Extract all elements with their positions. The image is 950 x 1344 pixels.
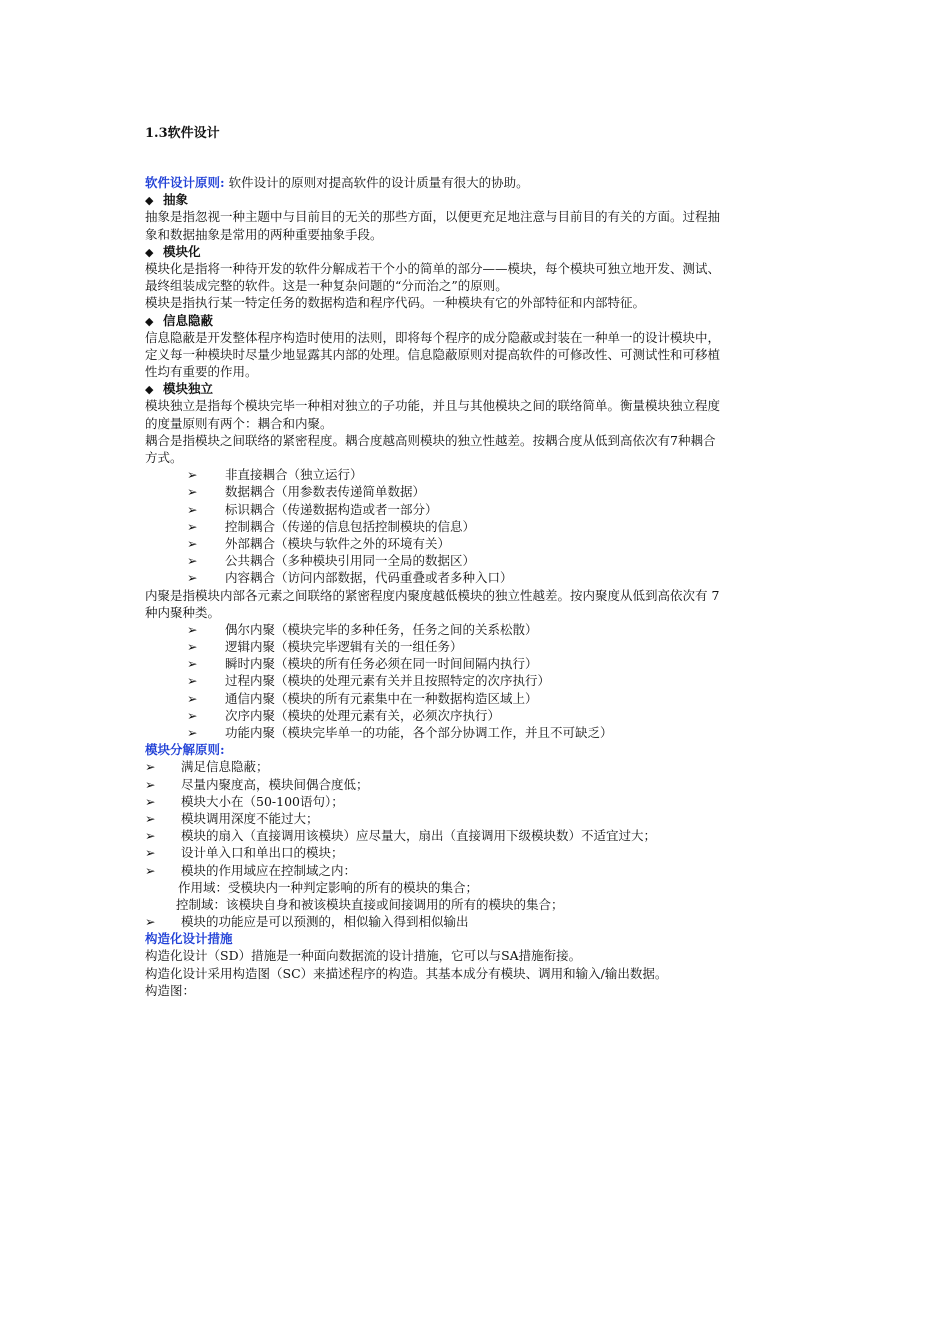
coupling-item: ➢ 内容耦合（访问内部数据，代码重叠或者多种入口） bbox=[187, 570, 513, 586]
arrow-bullet-icon: ➢ bbox=[187, 553, 198, 569]
diamond-icon: ◆ bbox=[145, 314, 154, 328]
independence-heading: ◆ 模块独立 bbox=[145, 380, 813, 397]
arrow-bullet-icon: ➢ bbox=[187, 707, 198, 723]
arrow-bullet-icon: ➢ bbox=[187, 639, 198, 655]
arrow-bullet-icon: ➢ bbox=[187, 467, 198, 483]
diamond-icon: ◆ bbox=[145, 383, 154, 397]
abstraction-heading: ◆ 抽象 bbox=[145, 191, 813, 208]
coupling-item: ➢ 外部耦合（模块与软件之外的环境有关） bbox=[187, 535, 451, 551]
coupling-item: ➢ 非直接耦合（独立运行） bbox=[187, 467, 363, 483]
decomposition-item: ➢ 满足信息隐蔽； bbox=[145, 759, 269, 775]
arrow-bullet-icon: ➢ bbox=[187, 673, 198, 689]
coupling-item: ➢ 数据耦合（用参数表传递简单数据） bbox=[187, 484, 426, 500]
arrow-bullet-icon: ➢ bbox=[145, 810, 156, 826]
diamond-icon: ◆ bbox=[145, 245, 154, 259]
paragraph-line: 构造化设计采用构造图（SC）来描述程序的构造。其基本成分有模块、调用和输入/输出数据。 bbox=[145, 965, 668, 981]
arrow-bullet-icon: ➢ bbox=[145, 759, 156, 775]
paragraph-line: 模块化是指将一种待开发的软件分解成若干个小的简单的部分——模块，每个模块可独立地开发、测试、 bbox=[145, 260, 721, 276]
arrow-bullet-icon: ➢ bbox=[187, 690, 198, 706]
paragraph-line: 的度量原则有两个：耦合和内聚。 bbox=[145, 415, 333, 431]
arrow-bullet-icon: ➢ bbox=[145, 914, 156, 930]
cohesion-item: ➢ 过程内聚（模块的处理元素有关并且按照特定的次序执行） bbox=[187, 673, 551, 689]
paragraph-line: 象和数据抽象是常用的两种重要抽象手段。 bbox=[145, 226, 383, 242]
arrow-bullet-icon: ➢ bbox=[187, 656, 198, 672]
principles-text: 软件设计的原则对提高软件的设计质量有很大的协助。 bbox=[228, 175, 529, 190]
arrow-bullet-icon: ➢ bbox=[145, 793, 156, 809]
decomposition-heading: 模块分解原则: bbox=[145, 742, 225, 758]
cohesion-item: ➢ 瞬时内聚（模块的所有任务必须在同一时间间隔内执行） bbox=[187, 656, 538, 672]
principles-line bbox=[145, 174, 813, 191]
arrow-bullet-icon: ➢ bbox=[145, 862, 156, 878]
paragraph-line: 抽象是指忽视一种主题中与目前目的无关的那些方面，以便更充足地注意与目前目的有关的方面。过程抽 bbox=[145, 209, 721, 225]
paragraph-line: 模块独立是指每个模块完毕一种相对独立的子功能，并且与其他模块之间的联络简单。衡量模块独立程度 bbox=[145, 398, 721, 414]
decomposition-item: ➢ 模块的功能应是可以预测的，相似输入得到相似输出 bbox=[145, 914, 469, 930]
principles-label: 软件设计原则: bbox=[145, 175, 225, 190]
arrow-bullet-icon: ➢ bbox=[187, 570, 198, 586]
paragraph-line: 方式。 bbox=[145, 450, 183, 465]
cohesion-item: ➢ 偶尔内聚（模块完毕的多种任务，任务之间的关系松散） bbox=[187, 621, 538, 637]
arrow-bullet-icon: ➢ bbox=[187, 501, 198, 517]
modularity-heading: ◆ 模块化 bbox=[145, 243, 813, 260]
paragraph-line: 内聚是指模块内部各元素之间联络的紧密程度内聚度越低模块的独立性越差。按内聚度从低到高依次有 7 bbox=[145, 587, 720, 603]
decomposition-item: ➢ 模块的扇入（直接调用该模块）应尽量大，扇出（直接调用下级模块数）不适宜过大； bbox=[145, 828, 657, 844]
decomposition-item: ➢ 设计单入口和单出口的模块； bbox=[145, 845, 344, 861]
decomposition-item: ➢ 模块的作用域应在控制域之内： bbox=[145, 862, 357, 878]
paragraph-line: 种内聚种类。 bbox=[145, 604, 221, 620]
scope-definition: 作用域：受模块内一种判定影响的所有的模块的集合； bbox=[178, 879, 479, 895]
decomposition-item: ➢ 模块大小在（50-100语句）； bbox=[145, 793, 344, 809]
cohesion-item: ➢ 功能内聚（模块完毕单一的功能，各个部分协调工作，并且不可缺乏） bbox=[187, 725, 613, 740]
cohesion-item: ➢ 次序内聚（模块的处理元素有关，必须次序执行） bbox=[187, 707, 501, 723]
control-definition: 控制域：该模块自身和被该模块直接或间接调用的所有的模块的集合； bbox=[176, 896, 564, 912]
document-body bbox=[145, 174, 813, 999]
paragraph-line: 最终组装成完整的软件。这是一种复杂问题的“分而治之”的原则。 bbox=[145, 278, 508, 294]
cohesion-item: ➢ 逻辑内聚（模块完毕逻辑有关的一组任务） bbox=[187, 639, 463, 655]
diamond-icon: ◆ bbox=[145, 194, 154, 208]
arrow-bullet-icon: ➢ bbox=[145, 776, 156, 792]
arrow-bullet-icon: ➢ bbox=[187, 518, 198, 534]
section-title: 1.3软件设计 bbox=[145, 126, 220, 141]
arrow-bullet-icon: ➢ bbox=[187, 484, 198, 500]
structured-heading: 构造化设计措施 bbox=[145, 931, 233, 947]
decomposition-item: ➢ 模块调用深度不能过大； bbox=[145, 810, 319, 826]
arrow-bullet-icon: ➢ bbox=[187, 535, 198, 551]
coupling-item: ➢ 公共耦合（多种模块引用同一全局的数据区） bbox=[187, 553, 476, 569]
paragraph-line: 构造图： bbox=[145, 982, 196, 998]
info-hiding-heading: ◆ 信息隐蔽 bbox=[145, 312, 813, 329]
paragraph-line: 性均有重要的作用。 bbox=[145, 364, 258, 380]
cohesion-item: ➢ 通信内聚（模块的所有元素集中在一种数据构造区域上） bbox=[187, 690, 538, 706]
paragraph-line: 模块是指执行某一特定任务的数据构造和程序代码。一种模块有它的外部特征和内部特征。 bbox=[145, 295, 646, 311]
paragraph-line: 信息隐蔽是开发整体程序构造时使用的法则，即将每个程序的成分隐蔽或封装在一种单一的设计模块中， bbox=[145, 329, 721, 345]
decomposition-item: ➢ 尽量内聚度高，模块间偶合度低； bbox=[145, 776, 369, 792]
arrow-bullet-icon: ➢ bbox=[145, 845, 156, 861]
coupling-item: ➢ 标识耦合（传递数据构造或者一部分） bbox=[187, 501, 438, 517]
paragraph-line: 构造化设计（SD）措施是一种面向数据流的设计措施，它可以与SA措施衔接。 bbox=[145, 948, 582, 964]
paragraph-line: 耦合是指模块之间联络的紧密程度。耦合度越高则模块的独立性越差。按耦合度从低到高依次有7种耦合 bbox=[145, 432, 716, 448]
paragraph-line: 定义每一种模块时尽量少地显露其内部的处理。信息隐蔽原则对提高软件的可修改性、可测试性和可移植 bbox=[145, 346, 721, 362]
arrow-bullet-icon: ➢ bbox=[187, 621, 198, 637]
arrow-bullet-icon: ➢ bbox=[187, 725, 198, 740]
coupling-item: ➢ 控制耦合（传递的信息包括控制模块的信息） bbox=[187, 518, 476, 534]
arrow-bullet-icon: ➢ bbox=[145, 828, 156, 844]
